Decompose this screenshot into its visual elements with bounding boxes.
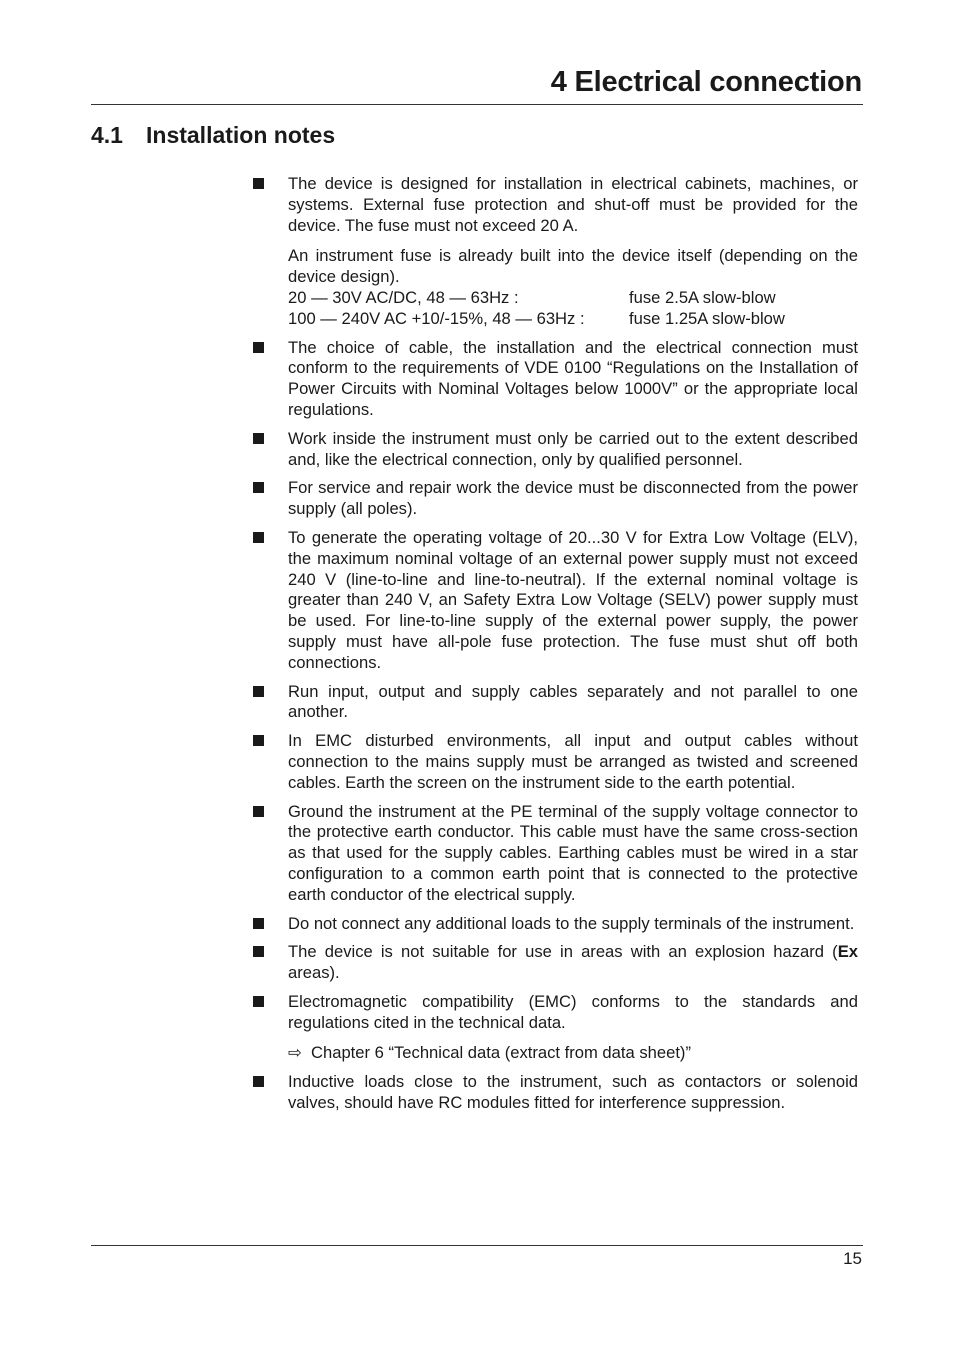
list-item-text: Run input, output and supply cables separately and not parallel to one another. [288,681,858,722]
fuse-table [288,288,785,330]
bullet-square-icon [253,532,264,543]
list-item-text: Ground the instrument at the PE terminal of the supply voltage connector to the protective earth conductor. This cable must have the same cross-section as that used for the supply cables. Earthing cables must be wired in a star configuration to a common earth point that is connected to the protective earth conductor of the electrical supply. [288,801,858,904]
list-item-text: In EMC disturbed environments, all input and output cables without connection to the mains supply must be arranged as twisted and screened cables. Earth the screen on the instrument side to the earth potential. [288,731,858,792]
bullet-square-icon [253,686,264,697]
fuse-rating-cell: fuse 1.25A slow-blow [629,308,785,328]
arrow-right-icon: ⇨ [288,1043,302,1063]
ex-note-text: The device is not suitable for use in areas with an explosion hazard ( [288,942,838,962]
list-item-text: For service and repair work the device must be disconnected from the power supply (all poles). [288,478,858,519]
chapter-title: 4 Electrical connection [550,66,862,98]
list-item [288,338,858,421]
chapter-cross-reference[interactable] [288,1043,858,1064]
list-item-text: The device is designed for installation in electrical cabinets, machines, or systems. External fuse protection and shut-off must be provided for the device. The fuse must not exceed 20 A. [288,174,858,235]
list-item [288,914,858,935]
list-item [288,942,858,984]
list-item [288,174,858,330]
list-item [288,682,858,724]
header-rule [91,104,863,105]
list-item [288,802,858,906]
bullet-square-icon [253,918,264,929]
bullet-square-icon [253,996,264,1007]
bullet-square-icon [253,178,264,189]
table-row [288,309,785,330]
list-item-text [288,942,858,984]
fuse-supply-cell: 20 — 30V AC/DC, 48 — 63Hz : [288,287,519,307]
list-item [288,528,858,674]
bullet-square-icon [253,1076,264,1087]
list-item-text: Do not connect any additional loads to the supply terminals of the instrument. [288,913,855,933]
bullet-square-icon [253,806,264,817]
bullet-square-icon [253,482,264,493]
list-item-text: Inductive loads close to the instrument, such as contactors or solenoid valves, should have RC modules fitted for interference suppression. [288,1072,858,1113]
section-title: Installation notes [146,122,336,148]
page-number: 15 [843,1249,862,1268]
list-item-text: Electromagnetic compatibility (EMC) conforms to the standards and regulations cited in the technical data. [288,991,858,1032]
list-item [288,992,858,1064]
list-item [288,731,858,793]
bullet-square-icon [253,735,264,746]
footer-rule [91,1245,863,1246]
bullet-square-icon [253,433,264,444]
fuse-supply-cell: 100 — 240V AC +10/-15%, 48 — 63Hz : [288,308,585,328]
cross-reference-text: Chapter 6 “Technical data (extract from data sheet)” [311,1043,691,1063]
list-item [288,429,858,471]
section-heading [91,122,335,149]
section-number: 4.1 [91,122,123,148]
ex-note-text-end: areas). [288,963,340,983]
list-item [288,478,858,520]
fuse-note: An instrument fuse is already built into the device itself (depending on the device design). [288,246,858,287]
ex-abbreviation: Ex [837,942,858,962]
list-item-text: Work inside the instrument must only be carried out to the extent described and, like the electrical connection, only by qualified personnel. [288,428,858,469]
bullet-square-icon [253,342,264,353]
bullet-square-icon [253,946,264,957]
installation-notes-list [288,174,858,1122]
fuse-rating-cell: fuse 2.5A slow-blow [629,287,776,307]
table-row [288,288,785,309]
list-item-text: To generate the operating voltage of 20...30 V for Extra Low Voltage (ELV), the maximum nominal voltage of an external power supply must not exceed 240 V (line-to-line and line-to-neutral). If the external nominal voltage is greater than 240 V, an Safety Extra Low Voltage (SELV) power supply must be used. For line-to-line supply of the external power supply, the power supply must have all-pole fuse protection. The fuse must shut off both connections. [288,527,858,672]
list-item [288,1072,858,1114]
list-item-text: The choice of cable, the installation and the electrical connection must conform to the requirements of VDE 0100 “Regulations on the Installation of Power Circuits with Nominal Voltages below 1000V” or the appropriate local regulations. [288,337,858,419]
